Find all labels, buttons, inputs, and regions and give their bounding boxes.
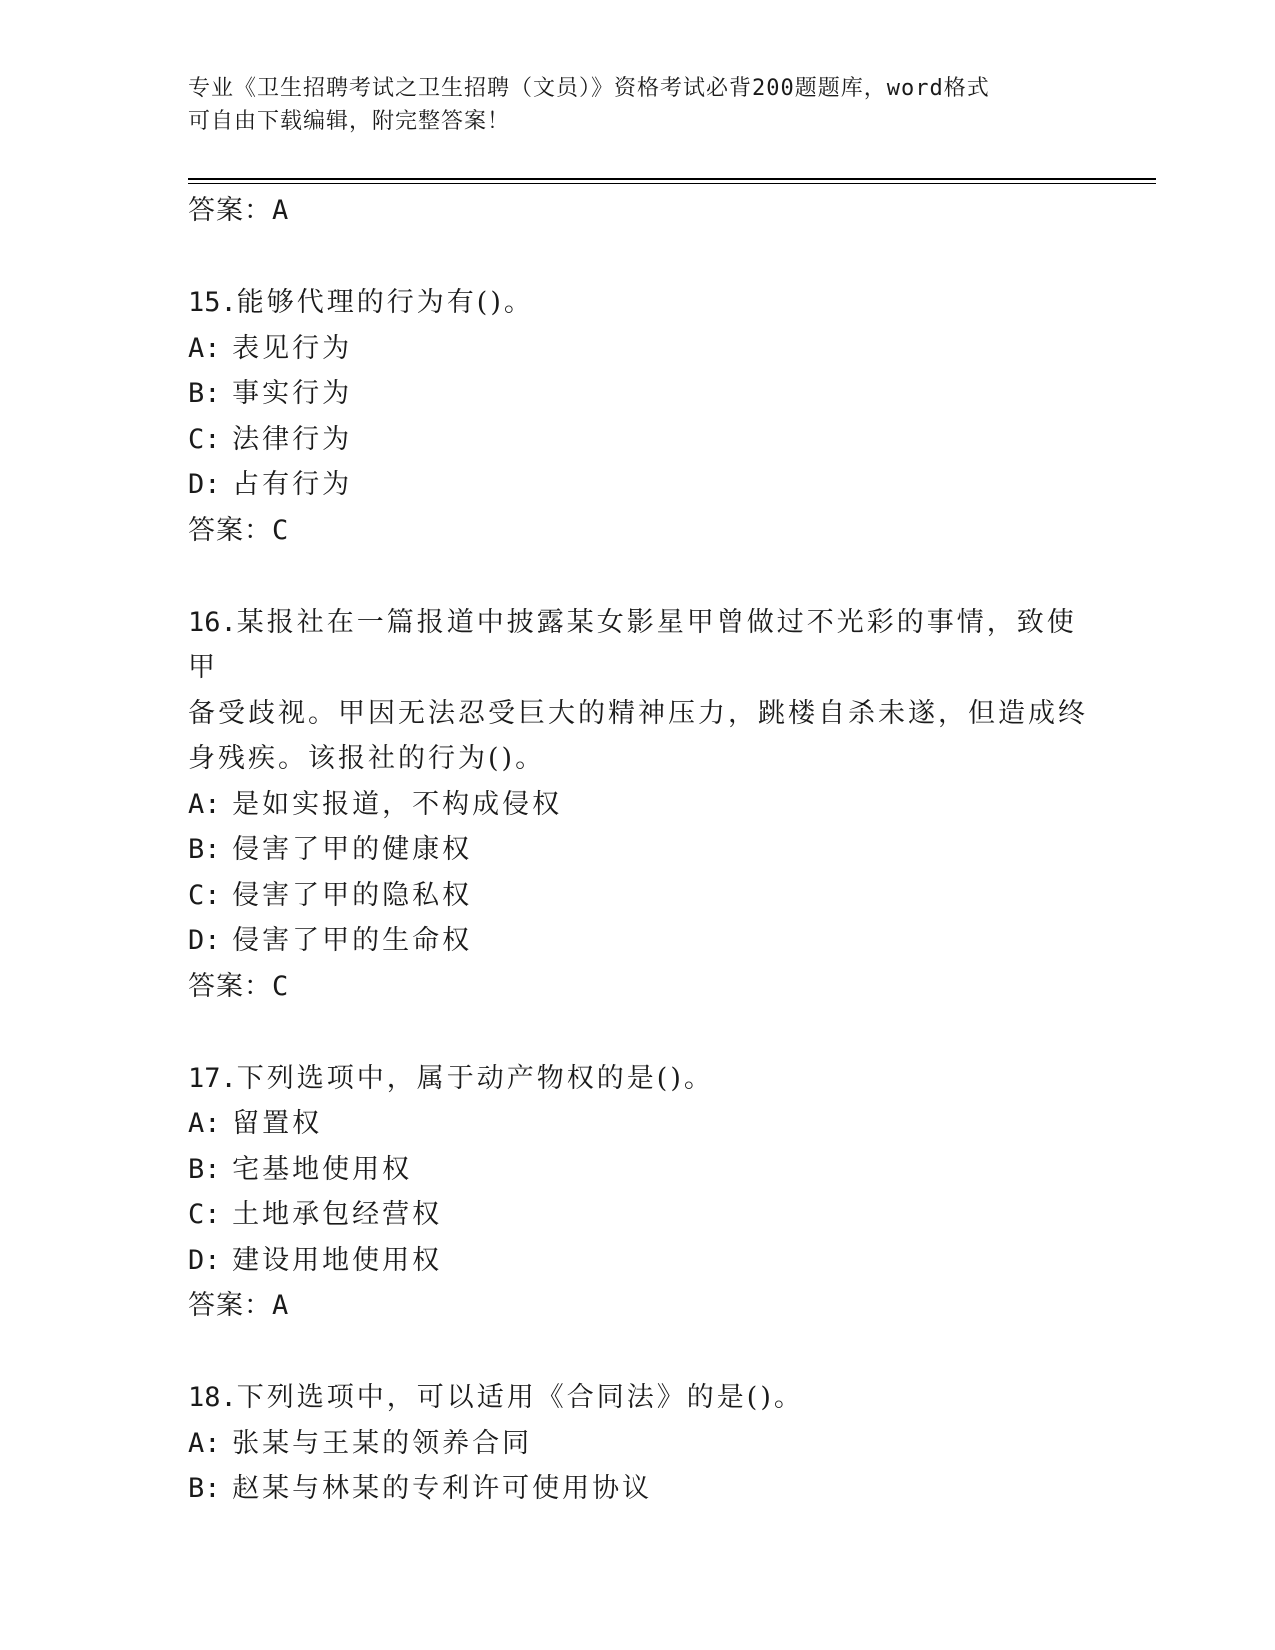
question-number: 18. [188, 1382, 237, 1413]
option-text: 宅基地使用权 [232, 1153, 413, 1185]
option-letter: B: [188, 1153, 221, 1185]
option-d [188, 1238, 1088, 1284]
option-letter: A: [188, 332, 221, 364]
option-letter: C: [188, 1199, 221, 1230]
question-16 [188, 600, 1088, 1010]
answer-value: A [272, 1290, 290, 1321]
option-text: 土地承包经营权 [232, 1199, 443, 1230]
option-letter: C: [188, 423, 221, 455]
option-a [188, 782, 1088, 828]
question-stem [188, 1375, 1088, 1421]
option-letter: A: [188, 1427, 221, 1459]
answer-value: A [272, 195, 290, 226]
question-line-2: 备受歧视。甲因无法忍受巨大的精神压力，跳楼自杀未遂，但造成终 [188, 697, 1088, 729]
question-17 [188, 1056, 1088, 1330]
document-header [188, 72, 1068, 138]
option-b [188, 371, 1088, 417]
option-text: 侵害了甲的隐私权 [232, 879, 473, 911]
option-text: 留置权 [232, 1108, 323, 1139]
question-text: 下列选项中，可以适用《合同法》的是()。 [236, 1382, 804, 1413]
option-c [188, 873, 1088, 919]
option-a [188, 326, 1088, 372]
header-divider-thick [188, 178, 1156, 180]
question-list [188, 188, 1088, 1512]
answer-value: C [272, 514, 290, 546]
question-number: 15. [188, 287, 237, 318]
question-stem [188, 1056, 1088, 1102]
option-text: 是如实报道，不构成侵权 [232, 788, 563, 820]
answer-line-previous [188, 188, 1088, 234]
header-line-2: 可自由下载编辑，附完整答案！ [188, 109, 511, 134]
answer-line [188, 508, 1088, 554]
answer-label: 答案： [188, 514, 272, 546]
header-line-1: 专业《卫生招聘考试之卫生招聘（文员）》资格考试必背200题题库，word格式 [188, 76, 990, 101]
question-number: 16. [188, 606, 237, 638]
option-text: 表见行为 [232, 332, 353, 364]
answer-line [188, 1283, 1088, 1329]
option-a [188, 1421, 1088, 1467]
question-text: 下列选项中，属于动产物权的是()。 [236, 1062, 714, 1094]
option-letter: D: [188, 925, 221, 956]
option-letter: B: [188, 834, 221, 865]
option-letter: C: [188, 879, 221, 911]
question-stem [188, 600, 1088, 782]
option-d [188, 918, 1088, 964]
option-b [188, 1147, 1088, 1193]
answer-label: 答案： [188, 970, 272, 1002]
option-text: 法律行为 [232, 423, 353, 455]
option-a [188, 1101, 1088, 1147]
option-text: 赵某与林某的专利许可使用协议 [232, 1473, 653, 1504]
question-line-1 [188, 600, 1088, 691]
option-text: 侵害了甲的健康权 [232, 834, 473, 865]
option-letter: B: [188, 378, 221, 409]
option-letter: D: [188, 469, 221, 500]
option-b [188, 1466, 1088, 1512]
question-18 [188, 1375, 1088, 1512]
header-divider-thin [188, 183, 1156, 184]
option-c [188, 417, 1088, 463]
option-c [188, 1192, 1088, 1238]
option-b [188, 827, 1088, 873]
option-text: 侵害了甲的生命权 [232, 925, 473, 956]
question-stem [188, 280, 1088, 326]
question-line-3: 身残疾。该报社的行为()。 [188, 743, 546, 774]
option-text: 事实行为 [232, 378, 353, 409]
option-letter: B: [188, 1473, 221, 1504]
option-letter: A: [188, 788, 221, 820]
answer-label: 答案： [188, 1290, 272, 1321]
option-text: 建设用地使用权 [232, 1244, 443, 1276]
question-15 [188, 280, 1088, 554]
question-text: 某报社在一篇报道中披露某女影星甲曾做过不光彩的事情，致使甲 [188, 606, 1077, 683]
question-number: 17. [188, 1062, 237, 1094]
option-text: 张某与王某的领养合同 [232, 1427, 533, 1459]
option-text: 占有行为 [232, 469, 353, 500]
answer-value: C [272, 970, 290, 1002]
answer-line [188, 964, 1088, 1010]
option-letter: D: [188, 1244, 221, 1276]
answer-label: 答案： [188, 195, 272, 226]
option-letter: A: [188, 1108, 221, 1139]
question-text: 能够代理的行为有()。 [236, 287, 534, 318]
option-d [188, 462, 1088, 508]
